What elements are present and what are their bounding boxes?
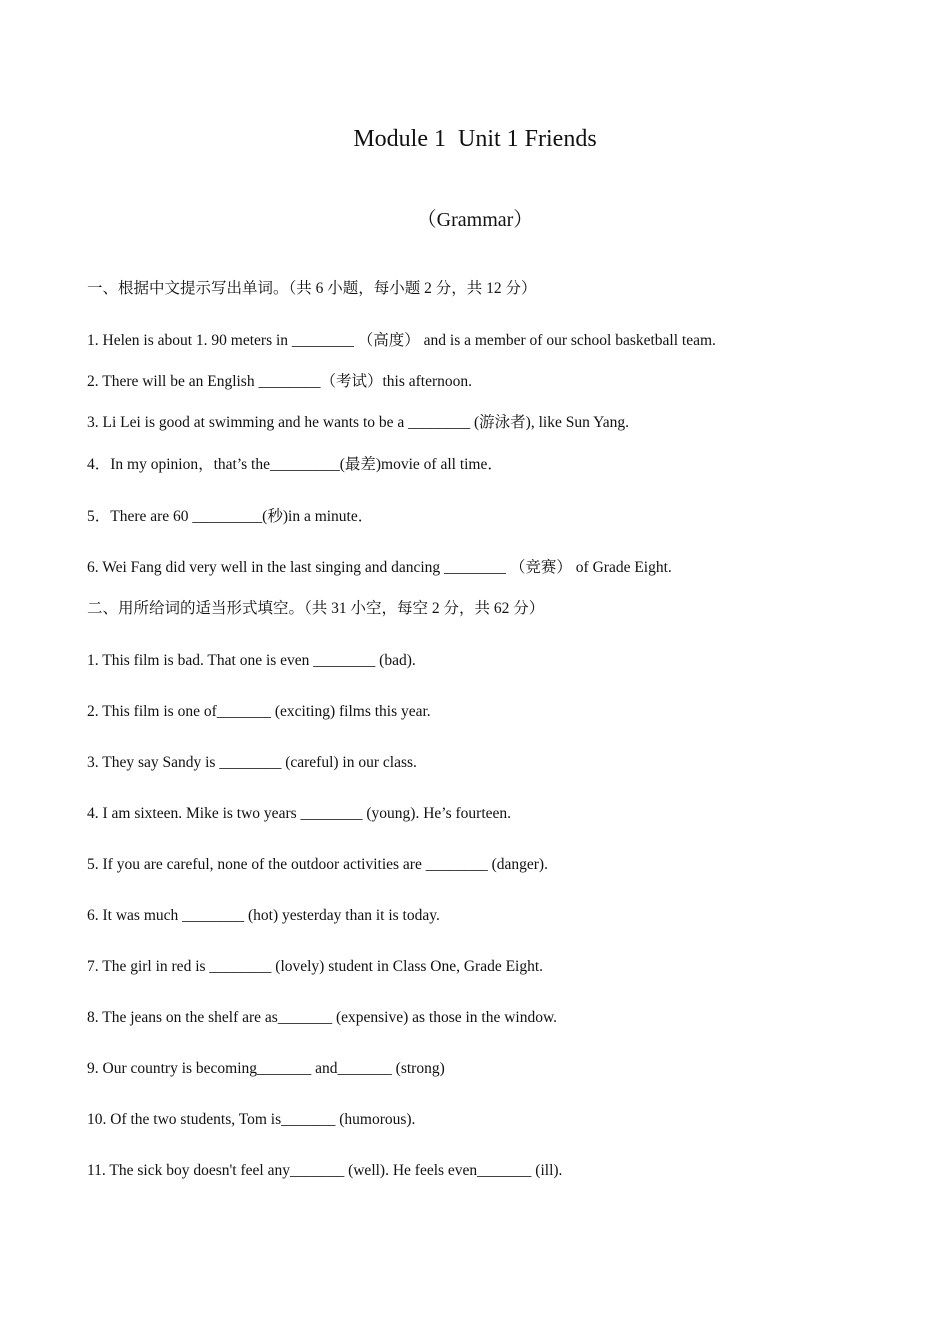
- section2-question-6: 6. It was much ________ (hot) yesterday than it is today.: [87, 907, 440, 924]
- section2-question-5: 5. If you are careful, none of the outdoor activities are ________ (danger).: [87, 856, 548, 873]
- section1-question-1: 1. Helen is about 1. 90 meters in ________ （高度） and is a member of our school basketball team.: [87, 332, 716, 349]
- section1-question-3: 3. Li Lei is good at swimming and he wants to be a ________ (游泳者), like Sun Yang.: [87, 414, 630, 431]
- section2-question-8: 8. The jeans on the shelf are as_______ (expensive) as those in the window.: [87, 1009, 558, 1026]
- section2-question-7: 7. The girl in red is ________ (lovely) student in Class One, Grade Eight.: [87, 958, 544, 975]
- section2-question-4: 4. I am sixteen. Mike is two years ________ (young). He’s fourteen.: [87, 805, 512, 822]
- section2-question-10: 10. Of the two students, Tom is_______ (humorous).: [87, 1111, 416, 1128]
- section1-heading: 一、根据中文提示写出单词。（共 6 小题，每小题 2 分，共 12 分）: [87, 280, 537, 297]
- section1-question-4: 4．In my opinion，that’s the_________(最差)movie of all time．: [87, 456, 503, 473]
- section1-question-2: 2. There will be an English ________（考试）this afternoon.: [87, 373, 473, 390]
- section2-question-11: 11. The sick boy doesn't feel any_______ (well). He feels even_______ (ill).: [87, 1162, 563, 1179]
- document-title: Module 1 Unit 1 Friends: [353, 126, 597, 152]
- section2-question-3: 3. They say Sandy is ________ (careful) in our class.: [87, 754, 417, 771]
- section1-question-6: 6. Wei Fang did very well in the last singing and dancing ________ （竞赛） of Grade Eight.: [87, 559, 672, 576]
- document-subtitle: （Grammar）: [416, 209, 534, 231]
- section2-question-1: 1. This film is bad. That one is even ________ (bad).: [87, 652, 416, 669]
- section2-question-2: 2. This film is one of_______ (exciting) films this year.: [87, 703, 431, 720]
- section2-heading: 二、用所给词的适当形式填空。（共 31 小空，每空 2 分，共 62 分）: [87, 600, 545, 617]
- section1-question-5: 5．There are 60 _________(秒)in a minute．: [87, 508, 374, 525]
- section2-question-9: 9. Our country is becoming_______ and_______ (strong): [87, 1060, 445, 1077]
